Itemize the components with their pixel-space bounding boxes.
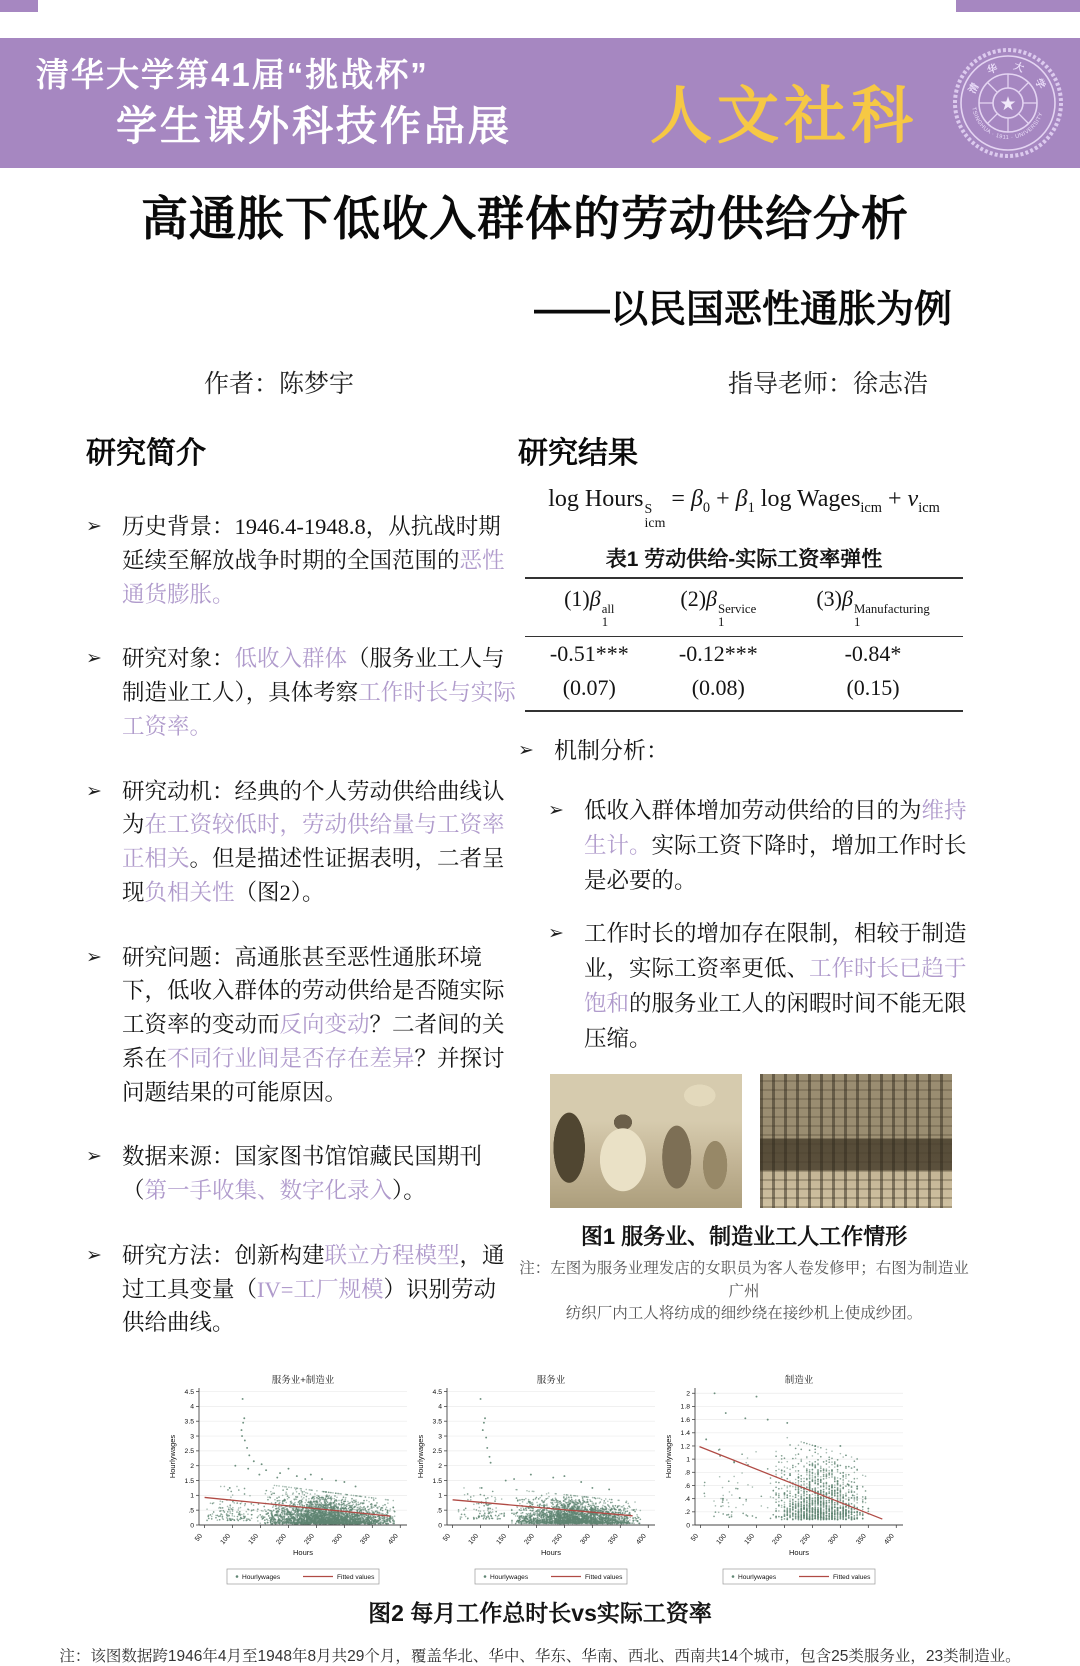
svg-text:4: 4	[438, 1404, 442, 1411]
svg-text:400: 400	[387, 1533, 400, 1546]
advisor-label: 指导老师：徐志浩	[728, 364, 928, 400]
poster-title: 高通胀下低收入群体的劳动供给分析	[0, 192, 1080, 246]
arrow-bullet-icon: ➢	[548, 917, 584, 1057]
mechanism-bullet-saturation	[548, 917, 970, 1057]
intro-bullet-method	[86, 1239, 518, 1340]
labor-supply-regression-formula: log Hours S icm = $\beta_0 + \beta_1$ log Wages$_{icm}$ + $v_{icm}$	[518, 486, 970, 531]
scatter-plot-service	[416, 1373, 664, 1587]
svg-text:服务业+制造业: 服务业+制造业	[272, 1374, 335, 1386]
svg-text:2: 2	[438, 1463, 442, 1470]
formula-lhs: log Hours	[548, 486, 643, 512]
svg-text:1: 1	[190, 1493, 194, 1500]
intro-bullet-history-text: 历史背景：1946.4-1948.8，从抗战时期延续至解放战争时期的全国范围的恶性通货膨胀。	[122, 510, 518, 611]
intro-bullet-history	[86, 510, 518, 611]
table-col-service: (2)β Service 1	[654, 578, 783, 636]
mechanism-bullet-saturation-text: 工作时长的增加存在限制，相较于制造业，实际工资率更低、工作时长已趋于饱和的服务业工人的闲暇时间不能无限压缩。	[584, 917, 970, 1057]
results-heading: 研究结果	[518, 428, 970, 472]
svg-text:1.5: 1.5	[433, 1478, 443, 1485]
svg-text:350: 350	[607, 1533, 620, 1546]
figure1-photo-textile-factory	[760, 1074, 952, 1208]
intro-bullet-motivation-text: 研究动机：经典的个人劳动供给曲线认为在工资较低时，劳动供给量与工资率正相关。但是描述性证据表明，二者呈现负相关性（图2）。	[122, 775, 518, 910]
results-column	[518, 428, 970, 1371]
svg-text:0: 0	[438, 1522, 442, 1529]
svg-text:4.5: 4.5	[185, 1389, 195, 1396]
svg-text:250: 250	[303, 1533, 316, 1546]
svg-text:Hourlywages: Hourlywages	[168, 1435, 177, 1479]
two-column-body	[0, 428, 1080, 1371]
figure2-caption: 图2 每月工作总时长vs实际工资率	[0, 1595, 1080, 1628]
svg-text:100: 100	[219, 1533, 232, 1546]
mechanism-bullet-subsistence-text: 低收入群体增加劳动供给的目的为维持生计。实际工资下降时，增加工作时长是必要的。	[584, 794, 970, 899]
svg-text:3.5: 3.5	[185, 1419, 195, 1426]
banner-event-line1: 清华大学第41届“挑战杯”	[36, 49, 429, 96]
tsinghua-university-seal-icon	[950, 45, 1066, 161]
author-label: 作者：陈梦宇	[204, 364, 354, 400]
svg-text:300: 300	[579, 1533, 592, 1546]
table-header-row	[525, 578, 963, 636]
intro-bullet-motivation	[86, 775, 518, 910]
svg-text:50: 50	[194, 1533, 204, 1543]
svg-text:4.5: 4.5	[433, 1389, 443, 1396]
intro-bullet-question	[86, 941, 518, 1110]
svg-text:200: 200	[523, 1533, 536, 1546]
arrow-bullet-icon: ➢	[86, 1140, 122, 1208]
svg-text:3: 3	[190, 1433, 194, 1440]
svg-text:2.5: 2.5	[433, 1448, 443, 1455]
arrow-bullet-icon: ➢	[86, 1239, 122, 1340]
figure2-note: 注：该图数据跨1946年4月至1948年8月共29个月，覆盖华北、华中、华东、华南、西北、西南共14个城市，包含25类服务业，23类制造业。	[0, 1644, 1080, 1666]
mechanism-analysis	[518, 734, 970, 1057]
svg-text:2.5: 2.5	[185, 1448, 195, 1455]
top-right-purple-strip	[956, 0, 1080, 12]
seal-ring-bottom-text: TSINGHUA · 1911 · UNIVERSITY	[970, 107, 1044, 141]
arrow-bullet-icon: ➢	[86, 775, 122, 910]
scatter-plot-all-industries	[168, 1373, 416, 1587]
svg-text:200: 200	[275, 1533, 288, 1546]
intro-column	[86, 428, 518, 1371]
author-row	[0, 364, 1080, 400]
figure1-photo-service-barbershop	[550, 1074, 742, 1208]
svg-text:1: 1	[438, 1493, 442, 1500]
intro-bullet-data-source	[86, 1140, 518, 1208]
mechanism-bullet-subsistence	[548, 794, 970, 899]
seal-ring-top-text: 清 华 大 学	[965, 59, 1051, 96]
intro-bullet-subjects	[86, 642, 518, 743]
svg-text:Hourlywages: Hourlywages	[242, 1574, 281, 1581]
arrow-bullet-icon: ➢	[86, 510, 122, 611]
svg-text:250: 250	[551, 1533, 564, 1546]
mechanism-label-text: 机制分析：	[554, 734, 970, 769]
svg-text:4: 4	[190, 1404, 194, 1411]
svg-text:350: 350	[359, 1533, 372, 1546]
figure1-caption: 图1 服务业、制造业工人工作情形	[518, 1220, 970, 1251]
intro-bullet-method-text: 研究方法：创新构建联立方程模型，通过工具变量（IV=工厂规模）识别劳动供给曲线。	[122, 1239, 518, 1340]
svg-text:3.5: 3.5	[433, 1419, 443, 1426]
svg-text:50: 50	[442, 1533, 452, 1543]
mechanism-label-bullet	[518, 734, 970, 769]
svg-text:150: 150	[495, 1533, 508, 1546]
banner-category-label: 人文社科	[650, 66, 918, 155]
svg-text:★: ★	[999, 94, 1016, 115]
arrow-bullet-icon: ➢	[518, 734, 554, 769]
intro-heading: 研究简介	[86, 428, 518, 472]
event-banner	[0, 38, 1080, 168]
svg-text:3: 3	[438, 1433, 442, 1440]
svg-text:2: 2	[190, 1463, 194, 1470]
table-col-manufacturing: (3)β Manufacturing 1	[783, 578, 963, 636]
table-row-coefficients: -0.51*** -0.12*** -0.84*	[525, 636, 963, 671]
formula-rhs: log Wages	[761, 486, 861, 512]
svg-text:Hourlywages: Hourlywages	[416, 1435, 425, 1479]
svg-text:Hours: Hours	[541, 1548, 561, 1557]
svg-text:150: 150	[247, 1533, 260, 1546]
svg-text:300: 300	[331, 1533, 344, 1546]
figure1-note: 注：左图为服务业理发店的女职员为客人卷发修甲；右图为制造业广州 纺织厂内工人将纺成的细纱绕在接纱机上使成纱团。	[518, 1258, 970, 1325]
svg-text:.5: .5	[188, 1508, 194, 1515]
svg-text:400: 400	[635, 1533, 648, 1546]
arrow-bullet-icon: ➢	[86, 941, 122, 1110]
svg-text:100: 100	[467, 1533, 480, 1546]
table-row-std-errors: (0.07) (0.08) (0.15)	[525, 671, 963, 711]
table-col-all: (1)β all 1	[525, 578, 654, 636]
svg-text:1.5: 1.5	[185, 1478, 195, 1485]
svg-text:.5: .5	[436, 1508, 442, 1515]
poster-subtitle: ——以民国恶性通胀为例	[0, 278, 1080, 333]
top-left-purple-strip	[0, 0, 38, 12]
banner-event-line2: 学生课外科技作品展	[116, 93, 512, 152]
figure2-scatter-plots	[0, 1373, 1080, 1587]
intro-bullet-question-text: 研究问题：高通胀甚至恶性通胀环境下，低收入群体的劳动供给是否随实际工资率的变动而反向变动？二者间的关系在不同行业间是否存在差异？并探讨问题结果的可能原因。	[122, 941, 518, 1110]
svg-text:服务业: 服务业	[537, 1374, 566, 1386]
figure1-photos	[550, 1074, 970, 1208]
svg-text:0: 0	[190, 1522, 194, 1529]
svg-text:Hours: Hours	[293, 1548, 313, 1557]
arrow-bullet-icon: ➢	[548, 794, 584, 899]
poster-body	[0, 168, 1080, 1666]
elasticity-results-table	[525, 577, 963, 711]
table1-title: 表1 劳动供给-实际工资率弹性	[518, 543, 970, 573]
intro-bullet-data-source-text: 数据来源：国家图书馆馆藏民国期刊（第一手收集、数字化录入）。	[122, 1140, 518, 1208]
arrow-bullet-icon: ➢	[86, 642, 122, 743]
scatter-plot-manufacturing	[664, 1373, 912, 1587]
svg-text:Fitted values: Fitted values	[337, 1574, 375, 1581]
intro-bullet-subjects-text: 研究对象：低收入群体（服务业工人与制造业工人），具体考察工作时长与实际工资率。	[122, 642, 518, 743]
